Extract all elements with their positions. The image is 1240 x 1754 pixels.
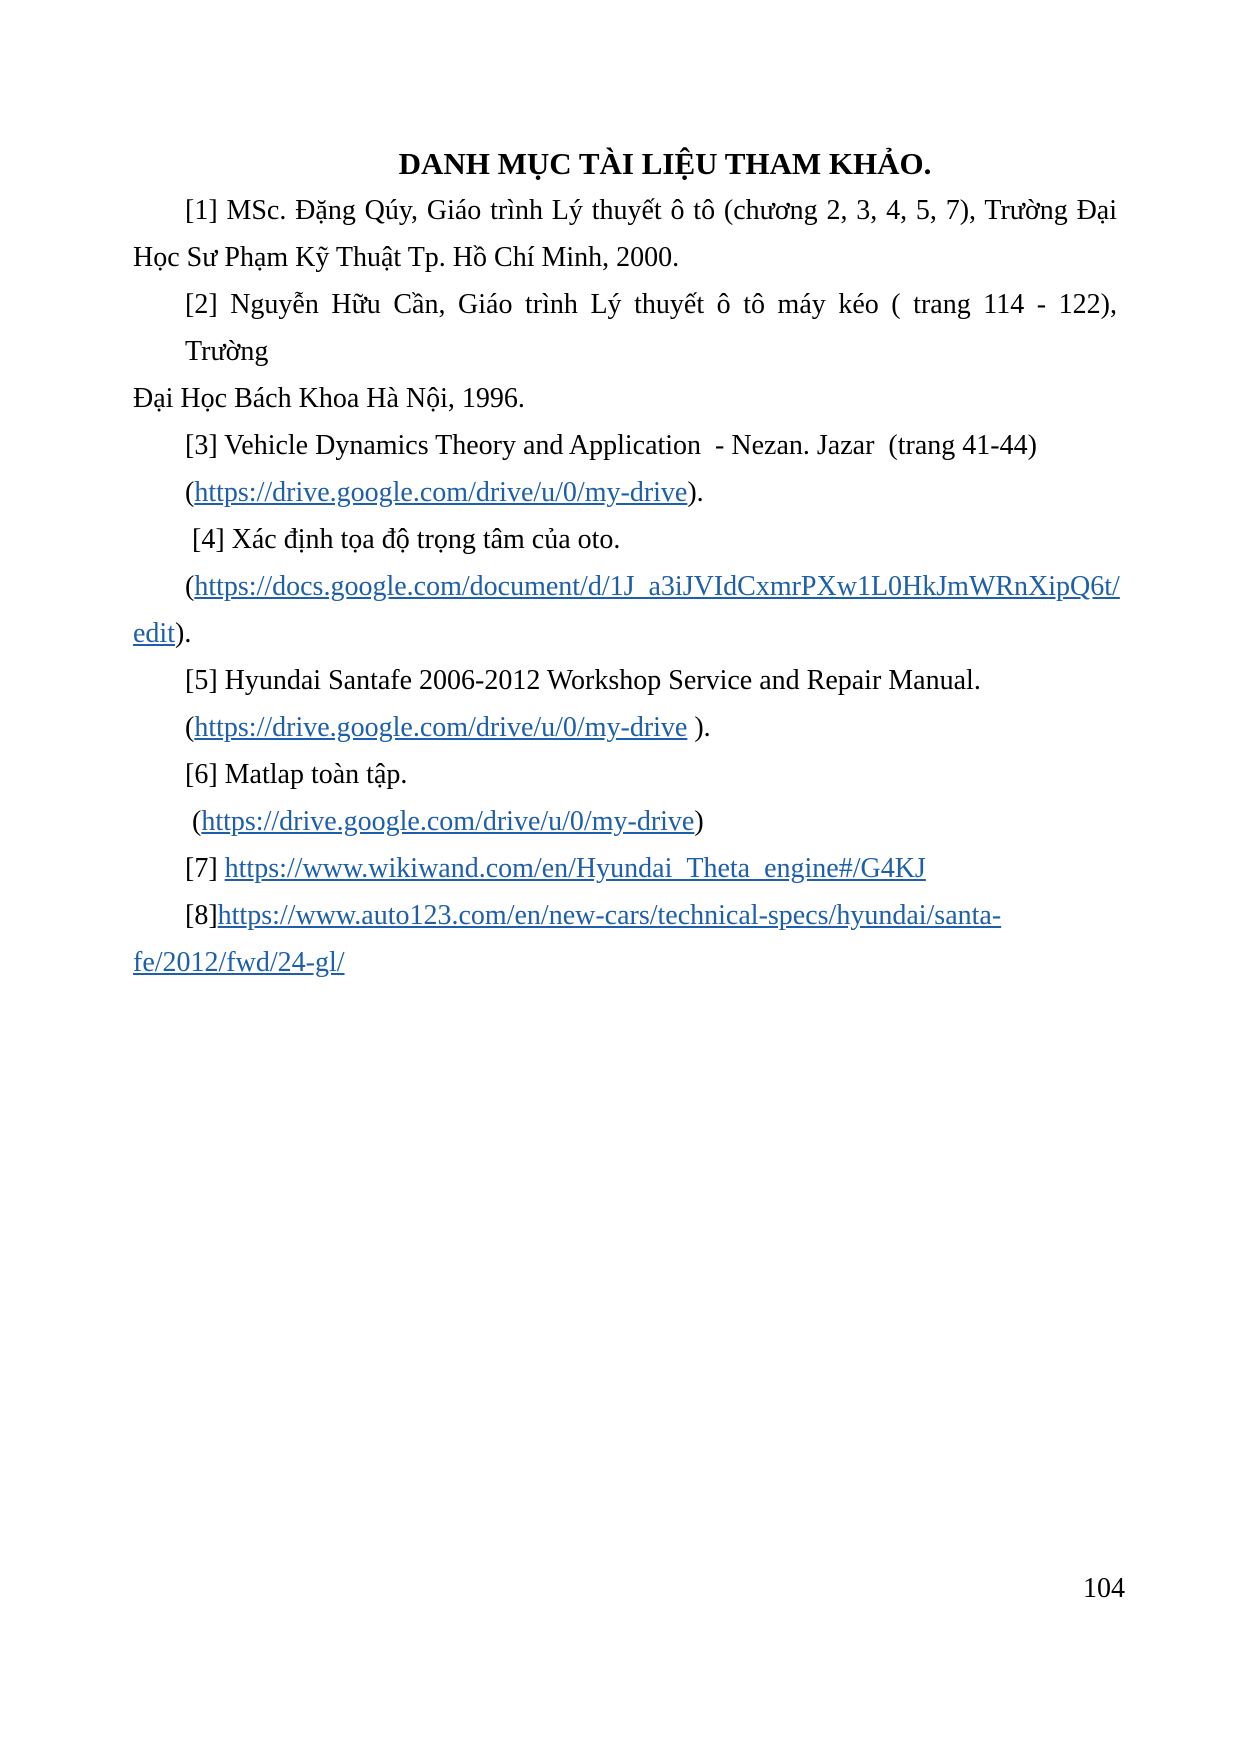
reference-line: [133, 610, 1117, 657]
reference-line: [133, 704, 1117, 751]
reference-text: (: [185, 712, 195, 743]
reference-text: [6] Matlap toàn tập.: [185, 759, 408, 790]
reference-line: [133, 892, 1117, 939]
reference-line: [133, 516, 1117, 563]
reference-line: [133, 657, 1117, 704]
reference-line: [133, 469, 1117, 516]
wikiwand-link[interactable]: https://www.wikiwand.com/en/Hyundai_Theta_engine#/G4KJ: [224, 853, 926, 884]
reference-text: [4] Xác định tọa độ trọng tâm của oto.: [185, 524, 621, 555]
reference-line: [133, 375, 1117, 422]
reference-line: [133, 234, 1117, 281]
drive-google-link[interactable]: https://drive.google.com/drive/u/0/my-drive: [194, 712, 688, 743]
reference-text: ).: [687, 712, 711, 743]
reference-line: [133, 845, 1117, 892]
reference-line: [133, 281, 1117, 375]
reference-text: (: [185, 477, 195, 508]
reference-text: [2] Nguyễn Hữu Cần, Giáo trình Lý thuyết ô tô máy kéo ( trang 114 - 122), Trường: [185, 289, 1117, 367]
reference-text: Học Sư Phạm Kỹ Thuật Tp. Hồ Chí Minh, 2000.: [133, 242, 680, 273]
auto123-link[interactable]: https://www.auto123.com/en/new-cars/technical-specs/hyundai/santa-: [217, 900, 1002, 931]
reference-line: [133, 422, 1117, 469]
drive-google-link[interactable]: https://drive.google.com/drive/u/0/my-drive: [194, 477, 688, 508]
reference-line: [133, 798, 1117, 845]
reference-line: [133, 563, 1120, 610]
page-number: 104: [1083, 1573, 1125, 1604]
reference-text: [5] Hyundai Santafe 2006-2012 Workshop Service and Repair Manual.: [185, 665, 981, 696]
page-title: DANH MỤC TÀI LIỆU THAM KHẢO.: [398, 146, 932, 181]
docs-google-link-edit[interactable]: edit: [133, 618, 175, 649]
reference-line: [133, 187, 1117, 234]
reference-text: [7]: [185, 853, 225, 884]
reference-text: ).: [687, 477, 704, 508]
references-section: [133, 140, 1120, 986]
reference-text: (: [185, 806, 202, 837]
reference-text: (: [185, 571, 195, 602]
reference-line: [133, 939, 1117, 986]
reference-text: ).: [175, 618, 192, 649]
reference-line: [133, 751, 1117, 798]
reference-text: ): [694, 806, 704, 837]
docs-google-link[interactable]: https://docs.google.com/document/d/1J_a3iJVIdCxmrPXw1L0HkJmWRnXipQ6t/: [194, 571, 1120, 602]
reference-text: [8]: [185, 900, 218, 931]
auto123-link-continuation[interactable]: fe/2012/fwd/24-gl/: [133, 947, 345, 978]
reference-text: Đại Học Bách Khoa Hà Nội, 1996.: [133, 383, 525, 414]
reference-text: [1] MSc. Đặng Qúy, Giáo trình Lý thuyết ô tô (chương 2, 3, 4, 5, 7), Trường Đại: [185, 195, 1117, 226]
drive-google-link[interactable]: https://drive.google.com/drive/u/0/my-drive: [201, 806, 695, 837]
reference-text: [3] Vehicle Dynamics Theory and Application - Nezan. Jazar (trang 41-44): [185, 430, 1037, 461]
